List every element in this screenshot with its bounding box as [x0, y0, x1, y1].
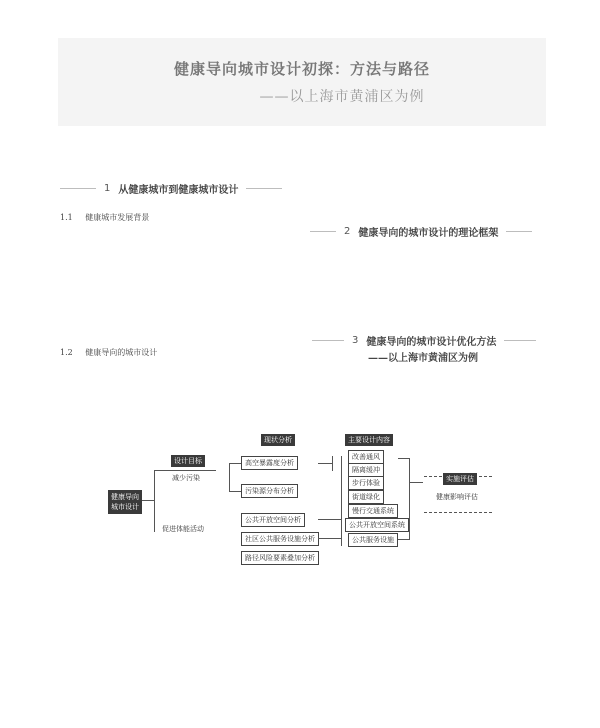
heading-rule-left: [310, 231, 336, 232]
dashed-rule: [424, 512, 492, 513]
connector: [409, 482, 423, 483]
connector: [154, 470, 155, 532]
subsection-title: 健康导向的城市设计: [85, 348, 158, 357]
connector: [398, 539, 409, 540]
analysis-item: 社区公共服务设施分析: [241, 532, 319, 546]
eval-tag: 实施评估: [443, 473, 477, 485]
content-item: 慢行交通系统: [348, 504, 398, 518]
heading-rule-left: [312, 340, 344, 341]
analysis-header: 现状分析: [261, 434, 295, 446]
section-subtitle: ——以上海市黄浦区为例: [368, 353, 478, 364]
section-title: 健康导向的城市设计优化方法: [366, 337, 497, 348]
content-item: 步行体验: [348, 476, 384, 490]
content-item: 公共服务设施: [348, 533, 398, 547]
heading-rule-right: [506, 231, 532, 232]
goal-item: 促进体能活动: [162, 525, 204, 533]
connector: [398, 458, 409, 459]
subsection-number: 1.1: [60, 213, 73, 222]
connector: [142, 500, 154, 501]
page-title: 健康导向城市设计初探：方法与路径: [173, 60, 430, 78]
heading-rule-right: [246, 188, 282, 189]
analysis-item: 高空暴露度分析: [241, 456, 298, 470]
connector: [229, 463, 241, 464]
subsection-number: 1.2: [60, 348, 73, 357]
page-subtitle: ——以上海市黄浦区为例: [259, 89, 425, 105]
connector: [318, 519, 342, 520]
connector: [229, 491, 241, 492]
section-title: 健康导向的城市设计的理论框架: [358, 228, 499, 239]
diagram-root: 健康导向 城市设计: [108, 490, 142, 514]
connector: [318, 463, 332, 464]
content-item: 公共开放空间系统: [345, 518, 409, 532]
section-3-heading: [312, 333, 536, 364]
analysis-item: 污染源分布分析: [241, 484, 298, 498]
analysis-item: 路径风险要素叠加分析: [241, 551, 319, 565]
connector: [318, 538, 342, 539]
subsection-1-1: [60, 212, 149, 223]
subsection-title: 健康城市发展背景: [85, 213, 150, 222]
content-item: 隔离缓冲: [348, 463, 384, 477]
section-number: 1: [104, 183, 111, 194]
section-number: 3: [352, 335, 359, 346]
section-title: 从健康城市到健康城市设计: [118, 185, 239, 196]
analysis-item: 公共开放空间分析: [241, 513, 305, 527]
section-1-heading: [60, 181, 282, 196]
connector: [229, 463, 230, 492]
connector: [332, 456, 333, 471]
section-number: 2: [344, 226, 351, 237]
title-banner: [58, 38, 546, 126]
subsection-1-2: [60, 347, 157, 358]
connector: [341, 456, 342, 546]
heading-rule-right: [504, 340, 536, 341]
goal-item: 减少污染: [172, 474, 200, 482]
eval-item: 健康影响评估: [436, 493, 478, 501]
content-item: 街道绿化: [348, 490, 384, 504]
connector: [154, 470, 216, 471]
connector: [409, 458, 410, 540]
content-item: 改善通风: [348, 450, 384, 464]
section-2-heading: [310, 224, 532, 239]
heading-rule-left: [60, 188, 96, 189]
content-header: 主要设计内容: [345, 434, 393, 446]
goal-tag: 设计目标: [171, 455, 205, 467]
